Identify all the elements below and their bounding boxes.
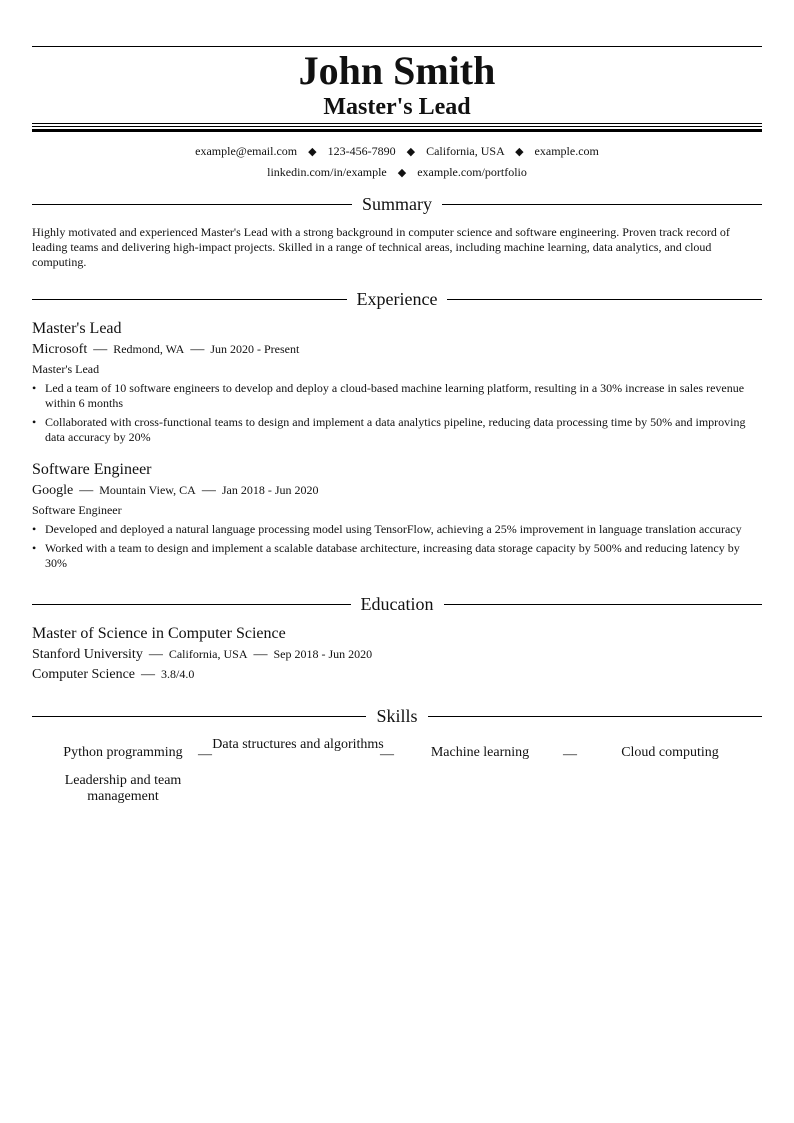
education-field-line <box>32 665 194 684</box>
divider <box>442 204 762 205</box>
job-company: Google <box>32 483 74 498</box>
header-rule <box>32 129 762 132</box>
skill-item: Cloud computing <box>621 745 719 760</box>
education-field: Computer Science <box>32 667 136 682</box>
bullet-item <box>32 381 762 411</box>
diamond-icon: ◆ <box>515 146 524 158</box>
bullet-item <box>32 541 762 571</box>
section-title: Experience <box>356 289 438 309</box>
education-gpa: 3.8/4.0 <box>161 667 195 681</box>
diamond-icon: ◆ <box>397 167 407 179</box>
bullet-text: Developed and deployed a natural language processing model using TensorFlow, achieving a 25% improvement in language translation accuracy <box>45 522 742 536</box>
divider <box>32 299 347 300</box>
experience-heading <box>32 288 762 310</box>
education-meta <box>32 645 372 664</box>
bullet-text: Led a team of 10 software engineers to develop and deploy a cloud-based machine learning platform, resulting in a 30% increase in sales revenue within 6 months <box>45 381 745 410</box>
bullet-item <box>32 522 762 537</box>
dash-separator: — <box>380 747 394 762</box>
candidate-name: John Smith <box>298 48 496 93</box>
skill-item: Python programming <box>63 745 183 760</box>
dash-separator: — <box>198 747 212 762</box>
divider <box>428 716 762 717</box>
job-company: Microsoft <box>32 342 88 357</box>
header-rule <box>32 123 762 124</box>
candidate-role: Master's Lead <box>323 94 471 120</box>
job-dates: Jan 2018 - Jun 2020 <box>221 483 319 497</box>
contact-line-1 <box>32 143 762 160</box>
summary-heading <box>32 193 762 215</box>
job-title: Software Engineer <box>32 461 152 478</box>
job-dates: Jun 2020 - Present <box>210 342 300 356</box>
divider <box>447 299 762 300</box>
contact-location: California, USA <box>426 144 505 158</box>
bullet-item <box>32 415 762 445</box>
education-dates: Sep 2018 - Jun 2020 <box>273 647 373 661</box>
section-title: Skills <box>376 706 418 726</box>
bullet-text: Collaborated with cross-functional teams to design and implement a data analytics pipeline, reducing data processing time by 50% and improving data accuracy by 20% <box>45 415 746 444</box>
contact-line-2 <box>32 164 762 181</box>
job-subtitle: Software Engineer <box>32 503 122 517</box>
contact-phone: 123-456-7890 <box>327 144 396 158</box>
contact-portfolio: example.com/portfolio <box>417 165 527 179</box>
job-meta <box>32 481 319 500</box>
dash-separator: — <box>93 342 108 357</box>
divider <box>32 204 352 205</box>
education-school: Stanford University <box>32 647 143 662</box>
contact-linkedin: linkedin.com/in/example <box>267 165 387 179</box>
bullet-icon: • <box>32 541 37 555</box>
education-location: California, USA <box>168 647 248 661</box>
job-bullets <box>32 381 762 449</box>
divider <box>32 716 366 717</box>
job-title: Master's Lead <box>32 320 122 337</box>
skill-item: Leadership and team management <box>64 773 182 804</box>
diamond-icon: ◆ <box>308 146 317 158</box>
skills-row <box>32 737 762 771</box>
job-location: Redmond, WA <box>113 342 185 356</box>
section-title: Summary <box>362 194 432 214</box>
dash-separator: — <box>190 342 205 357</box>
bullet-text: Worked with a team to design and implement a scalable database architecture, increasing data storage capacity by 500% and reducing latency by 30% <box>45 541 740 570</box>
job-subtitle: Master's Lead <box>32 362 100 376</box>
skills-heading <box>32 705 762 727</box>
bullet-icon: • <box>32 381 37 395</box>
dash-separator: — <box>79 483 94 498</box>
job-location: Mountain View, CA <box>99 483 196 497</box>
dash-separator: — <box>563 747 577 762</box>
job-meta <box>32 340 299 359</box>
contact-email: example@email.com <box>195 144 298 158</box>
job-bullets <box>32 522 762 575</box>
divider <box>444 604 763 605</box>
diamond-icon: ◆ <box>406 146 416 158</box>
bullet-icon: • <box>32 522 37 536</box>
skills-row <box>32 773 762 807</box>
education-degree: Master of Science in Computer Science <box>32 625 286 642</box>
divider <box>32 604 351 605</box>
dash-separator: — <box>148 647 163 662</box>
skill-item: Data structures and algorithms <box>212 737 384 752</box>
bullet-icon: • <box>32 415 37 429</box>
header-rule <box>32 126 762 127</box>
dash-separator: — <box>253 647 268 662</box>
section-title: Education <box>360 594 434 614</box>
skill-item: Machine learning <box>430 745 530 760</box>
contact-website: example.com <box>534 144 599 158</box>
top-rule <box>32 46 762 47</box>
education-heading <box>32 593 762 615</box>
dash-separator: — <box>201 483 216 498</box>
dash-separator: — <box>141 667 156 682</box>
summary-text: Highly motivated and experienced Master's Lead with a strong background in computer science and software engineering. Proven track record of leading teams and delivering high-impact projects. Skilled in a range of technical areas, including machine learning, data analytics, and cloud computing. <box>32 225 730 269</box>
